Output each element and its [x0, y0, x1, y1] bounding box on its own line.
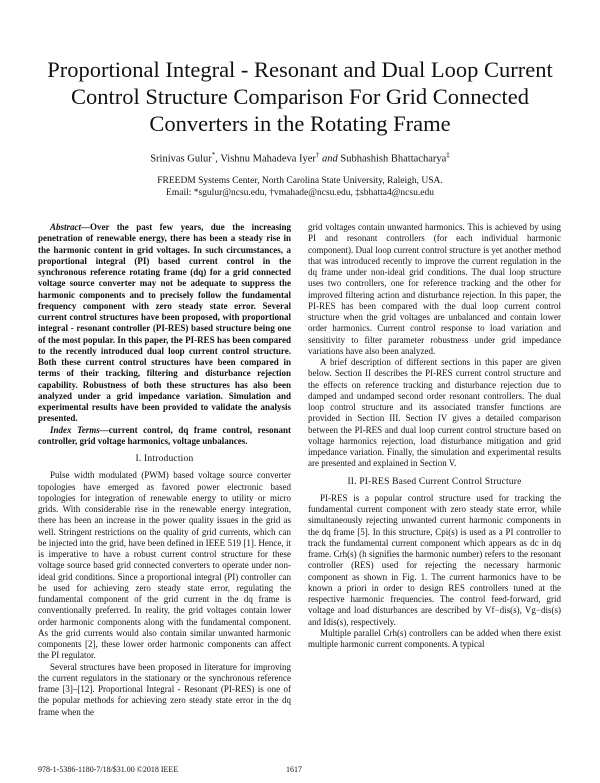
paragraph: grid voltages contain unwanted harmonics. This is achieved by using PI and resonant controllers (for each individual harmonic component). Dual loop current control structure is yet another method that was introduced recently to improve the current regulation in the dq frame under non-ideal grid conditions. The dual loop structure uses two controllers, one for reference tracking and the other for improved filtering action and disturbance rejection. In this paper, the PI-RES has been compared with the dual loop current control structure when the grid voltages are unbalanced and contain lower order harmonics. Current control response to load variation and sensitivity to filter parameter robustness under grid impedance variations have also been analyzed.	[308, 222, 561, 356]
index-terms-label: Index Terms	[50, 424, 100, 435]
paragraph: PI-RES is a popular control structure used for tracking the fundamental current component with zero steady state error, while simultaneously rejecting unwanted current harmonic components in the dq frame [5]. In this structure, Cpi(s) is used as a PI controller to track the fundamental current component which appears as dc in dq frame. Crh(s) (h signifies the harmonic number) refers to the resonant controller (RES) used for rejecting the necessary harmonic component as shown in Fig. 1. The current harmonics have to be known a priori in order to design RES controllers tuned at the respective harmonic frequencies. The control feed-forward, grid voltage and load disturbances are described by Vf−dis(s), Vg−dis(s) and Idis(s), respectively.	[308, 492, 561, 627]
affiliation-line: FREEDM Systems Center, North Carolina State University, Raleigh, USA.	[157, 176, 443, 186]
author-name: Vishnu Mahadeva Iyer	[220, 153, 316, 165]
author-list	[40, 151, 560, 165]
paper-title: Proportional Integral - Resonant and Dual Loop Current Control Structure Comparison For Grid Connected Converters in the Rotating Frame	[47, 57, 553, 136]
abstract-label: Abstract	[50, 222, 82, 232]
left-column	[38, 222, 291, 718]
index-terms-text: —current control, dq frame control, resonant controller, grid voltage harmonics, voltage unbalances.	[38, 424, 291, 446]
section-heading: I. Introduction	[135, 454, 194, 464]
paragraph: Pulse width modulated (PWM) based voltage source converter topologies have emerged as favored power electronic based topologies for integration of renewable energy to utility or micro grids. With considerable rise in the renewable energy integration, there has been an increase in the power quality issues in the grid as well. Stringent restrictions on the quality of grid currents, which can be injected into the grid, have been defined in IEEE 519 [1]. Hence, it is imperative to have a robust current control structure for these voltage source based grid connected converters to operate under non-ideal grid conditions. Since a proportional integral (PI) controller can be used for achieving zero steady state error, regulating the fundamental component of the grid current in the dq frame is conventionally preferred. In reality, the grid voltages contain lower order harmonic components along with the fundamental component. As the grid currents would also contain similar unwanted harmonic components [2], these lower order harmonic components can affect the PI regulator.	[38, 470, 291, 661]
index-terms	[38, 425, 291, 448]
abstract-text: —Over the past few years, due the increasing penetration of renewable energy, there has been a steady rise in the harmonic content in grid voltages. In such circumstances, a proportional integral (PI) based current control in the synchronous reference rotating frame (dq) for a grid connected voltage source converter may not be adequate to suppress the harmonic components and to precisely follow the fundamental frequency component with zero steady state error. Several current control structures have been proposed, with proportional integral - resonant controller (PI-RES) based structure being one of the most popular. In this paper, the PI-RES has been compared to the recently introduced dual loop current control structure. Both these current control structures have been compared in terms of their tracking, filtering and disturbance rejection capability. Robustness of both these structures has also been analyzed under a grid impedance variation. Simulation and experimental results have been provided to validate the analysis presented.	[38, 222, 291, 424]
section-heading: II. PI-RES Based Current Control Structure	[347, 476, 522, 487]
author-separator: ,	[215, 153, 221, 165]
paragraph: A brief description of different sections in this paper are given below. Section II describes the PI-RES current control structure and the effects on reference tracking and disturbance rejection due to damped and undamped second order resonant controllers. The dual loop control structure and its associated transfer functions are provided in Section III. Section IV gives a detailed comparison between the PI-RES and dual loop current control structure based on voltage harmonics rejection, load disturbance mitigation and grid impedance variation. Finally, the simulation and experimental results are presented and explained in Section V.	[308, 357, 561, 469]
copyright-footer: 978-1-5386-1180-7/18/$31.00 ©2018 IEEE	[38, 765, 179, 774]
author-conjunction: and	[319, 153, 341, 165]
author-name: Subhashish Bhattacharya	[340, 153, 447, 165]
author-name: Srinivas Gulur	[150, 153, 212, 165]
email-line: Email: *sgulur@ncsu.edu, †vmahade@ncsu.edu, ‡sbhatta4@ncsu.edu	[166, 188, 434, 198]
author-mark: †	[315, 151, 320, 159]
abstract	[38, 222, 291, 425]
right-column	[308, 222, 561, 650]
author-mark: ‡	[446, 151, 450, 159]
affiliation	[40, 175, 560, 199]
page-number: 1617	[286, 765, 302, 774]
paragraph: Multiple parallel Crh(s) controllers can be added when there exist multiple harmonic current components. A typical	[308, 627, 561, 649]
paragraph: Several structures have been proposed in literature for improving the current regulators in the stationary or the synchronous reference frame [3]–[12]. Proportional Integral - Resonant (PI-RES) is one of the popular methods for achieving zero steady state error in the dq frame when the	[38, 661, 291, 717]
author-mark: *	[211, 151, 216, 159]
